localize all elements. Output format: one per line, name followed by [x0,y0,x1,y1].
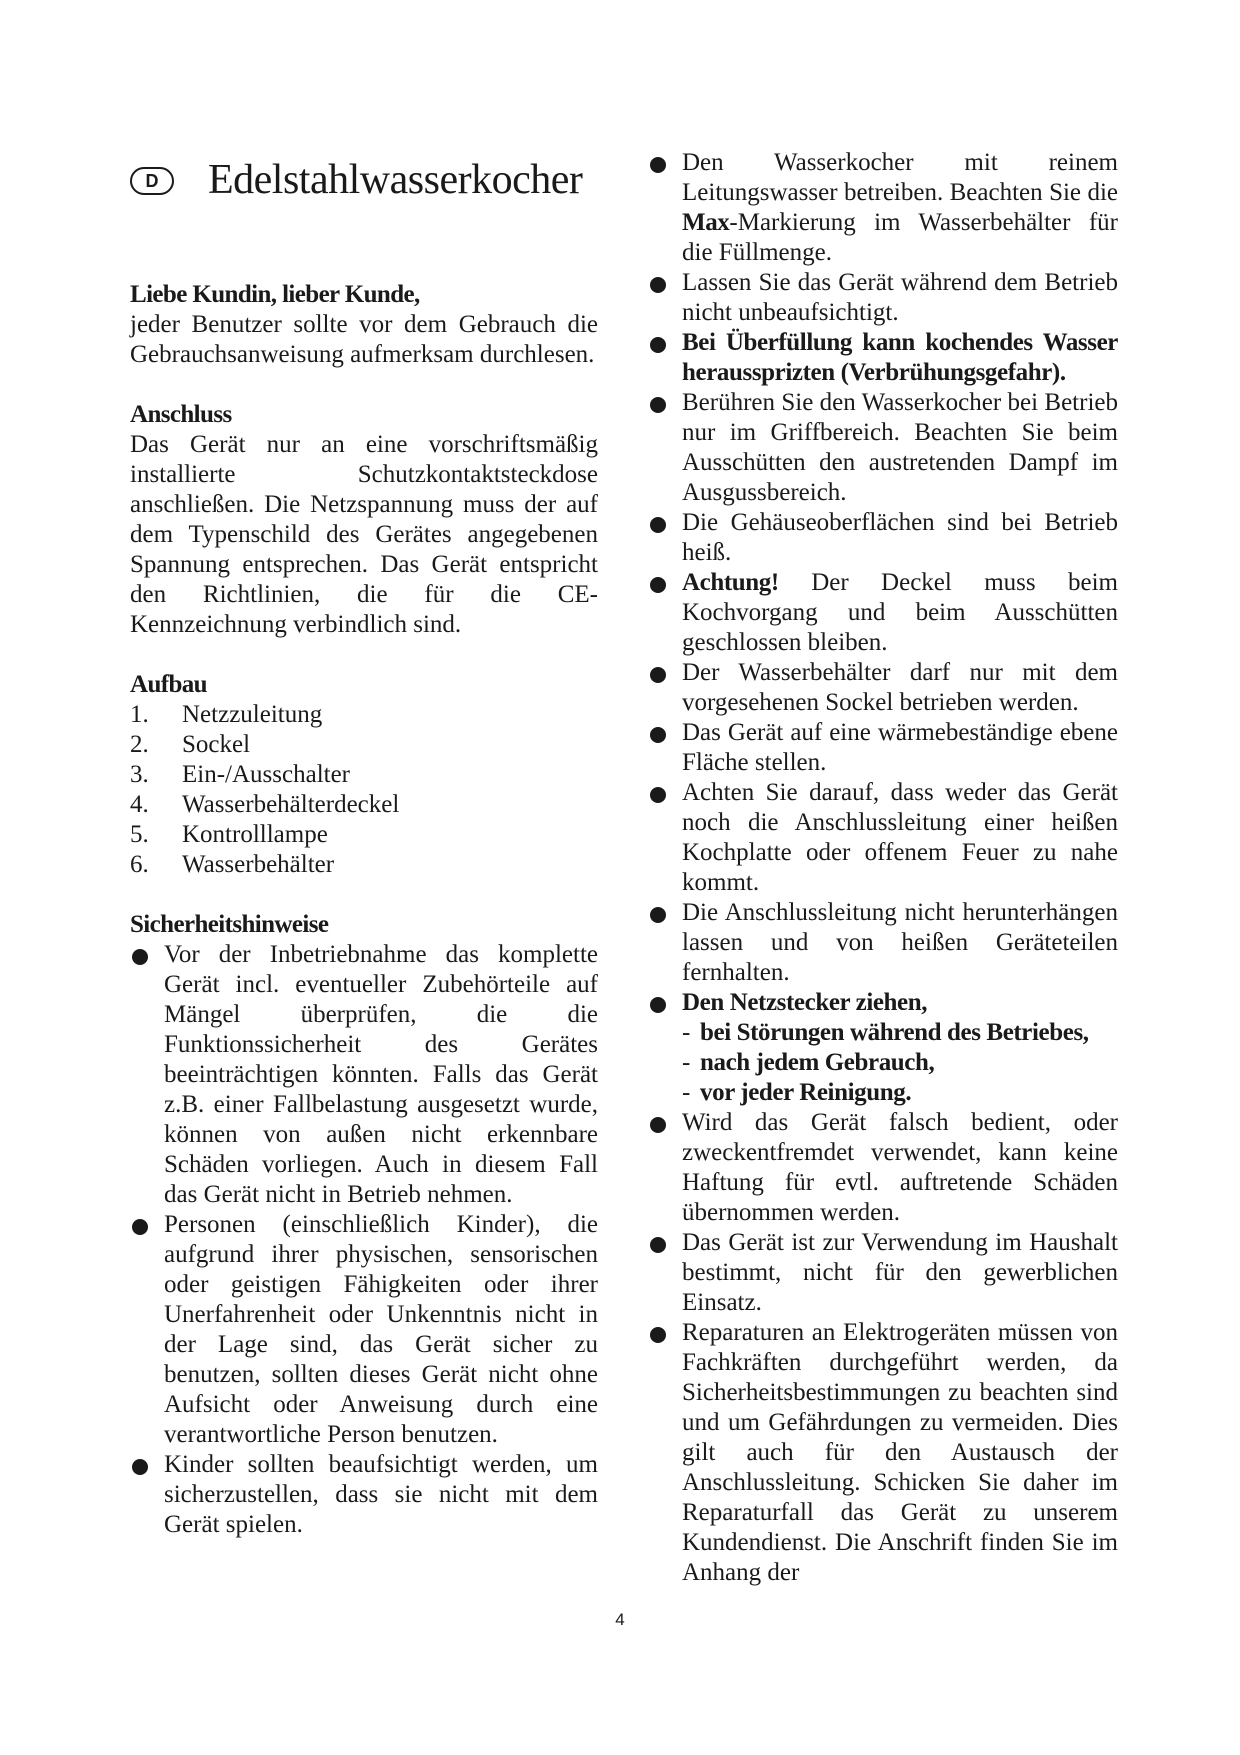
list-item: Berühren Sie den Wasserkocher bei Betrieb nur im Griffbereich. Beachten Sie beim Ausschütten den austretenden Dampf im Ausgussbereich. [648,388,1118,508]
bullet-icon [650,157,666,173]
right-column [648,148,1118,1588]
list-item: Die Anschlussleitung nicht herunterhängen lassen und von heißen Geräteteilen fernhalten. [648,898,1118,988]
list-item: Lassen Sie das Gerät während dem Betrieb nicht unbeaufsichtigt. [648,268,1118,328]
list-item: 3. Ein-/Ausschalter [130,761,351,788]
bullet-icon [650,577,666,593]
bullet-icon [650,907,666,923]
bullet-icon [650,727,666,743]
list-item: Das Gerät ist zur Verwendung im Haushalt bestimmt, nicht für den gewerblichen Einsatz. [648,1228,1118,1318]
list-item: 2. Sockel [130,731,251,758]
list-item: Die Gehäuseoberflächen sind bei Betrieb heiß. [648,508,1118,568]
bullet-icon [650,1117,666,1133]
bullet-icon [650,667,666,683]
sub-item: - vor jeder Reinigung. [682,1079,912,1106]
list-item: Das Gerät auf eine wärmebeständige ebene Fläche stellen. [648,718,1118,778]
list-item: 4. Wasserbehälterdeckel [130,791,400,818]
list-item: Reparaturen an Elektrogeräten müssen von Fachkräften durchgeführt werden, da Sicherheitsbestimmungen zu beachten sind und um Gefährdungen zu vermeiden. Dies gilt auch für den Austausch der Anschlussleitung. Schicken Sie daher im Reparaturfall das Gerät zu unserem Kundendienst. Die Anschrift finden Sie im Anhang der [648,1318,1118,1588]
bullet-icon [132,1459,148,1475]
list-item: 6. Wasserbehälter [130,851,335,878]
list-item: Den Wasserkocher mit reinem Leitungswasser betreiben. Beachten Sie die Max-Markierung im Wasserbehälter für die Füllmenge. [648,148,1118,268]
bullet-icon [650,277,666,293]
parts-list [130,700,598,880]
bullet-icon [650,1237,666,1253]
list-item: Achten Sie darauf, dass weder das Gerät noch die Anschlussleitung einer heißen Kochplatte oder offenem Feuer zu nahe kommt. [648,778,1118,898]
bullet-icon [650,1327,666,1343]
title-row [130,150,598,210]
language-badge: D [130,167,174,195]
safety-heading: Sicherheitshinweise [130,911,329,938]
left-column [130,148,598,1540]
safety-list-left [130,940,598,1540]
page-title: Edelstahlwasserkocher [208,157,583,203]
list-item: Vor der Inbetriebnahme das komplette Gerät incl. eventueller Zubehörteile auf Mängel überprüfen, die die Funktionssicherheit des Gerätes beeinträchtigen könnten. Falls das Gerät z.B. einer Fallbelastung ausgesetzt wurde, können von außen nicht erkennbare Schäden vorliegen. Auch in diesem Fall das Gerät nicht in Betrieb nehmen. [130,940,598,1210]
list-item: 5. Kontrolllampe [130,821,328,848]
list-item: Der Wasserbehälter darf nur mit dem vorgesehenen Sockel betrieben werden. [648,658,1118,718]
intro-section [130,280,598,370]
anschluss-section [130,400,598,640]
anschluss-heading: Anschluss [130,401,232,428]
bullet-icon [650,517,666,533]
page-number: 4 [615,1610,625,1629]
list-item: Achtung! Der Deckel muss beim Kochvorgang und beim Ausschütten geschlossen bleiben. [648,568,1118,658]
sub-item: - bei Störungen während des Betriebes, [682,1019,1089,1046]
aufbau-heading: Aufbau [130,671,207,698]
intro-text: jeder Benutzer sollte vor dem Gebrauch die Gebrauchsanweisung aufmerksam durchlesen. [130,311,598,368]
safety-section [130,910,598,1540]
greeting-heading: Liebe Kundin, lieber Kunde, [130,281,420,308]
bullet-icon [650,997,666,1013]
bullet-icon [650,397,666,413]
bullet-icon [650,337,666,353]
sub-item: - nach jedem Gebrauch, [682,1049,935,1076]
list-item: Kinder sollten beaufsichtigt werden, um sicherzustellen, dass sie nicht mit dem Gerät spielen. [130,1450,598,1540]
list-item: Personen (einschließlich Kinder), die aufgrund ihrer physischen, sensorischen oder geistigen Fähigkeiten oder ihrer Unerfahrenheit oder Unkenntnis nicht in der Lage sind, das Gerät sicher zu benutzen, sollten dieses Gerät nicht ohne Aufsicht oder Anweisung durch eine verantwortliche Person benutzen. [130,1210,598,1450]
anschluss-text: Das Gerät nur an eine vorschriftsmäßig installierte Schutzkontaktsteckdose anschließen. Die Netzspannung muss der auf dem Typenschild des Gerätes angegebenen Spannung entsprechen. Das Gerät entspricht den Richtlinien, die für die CE-Kennzeichnung verbindlich sind. [130,431,598,638]
bullet-icon [132,949,148,965]
bullet-icon [132,1219,148,1235]
safety-list-right [648,148,1118,1588]
list-item: Den Netzstecker ziehen, - bei Störungen während des Betriebes, - nach jedem Gebrauch, - vor jeder Reinigung. [648,988,1118,1108]
list-item: Wird das Gerät falsch bedient, oder zweckentfremdet verwendet, kann keine Haftung für evtl. auftretende Schäden übernommen werden. [648,1108,1118,1228]
aufbau-section [130,670,598,880]
list-item: Bei Überfüllung kann kochendes Wasser heraussprizten (Verbrühungsgefahr). [648,328,1118,388]
bullet-icon [650,787,666,803]
list-item: 1. Netzzuleitung [130,701,323,728]
